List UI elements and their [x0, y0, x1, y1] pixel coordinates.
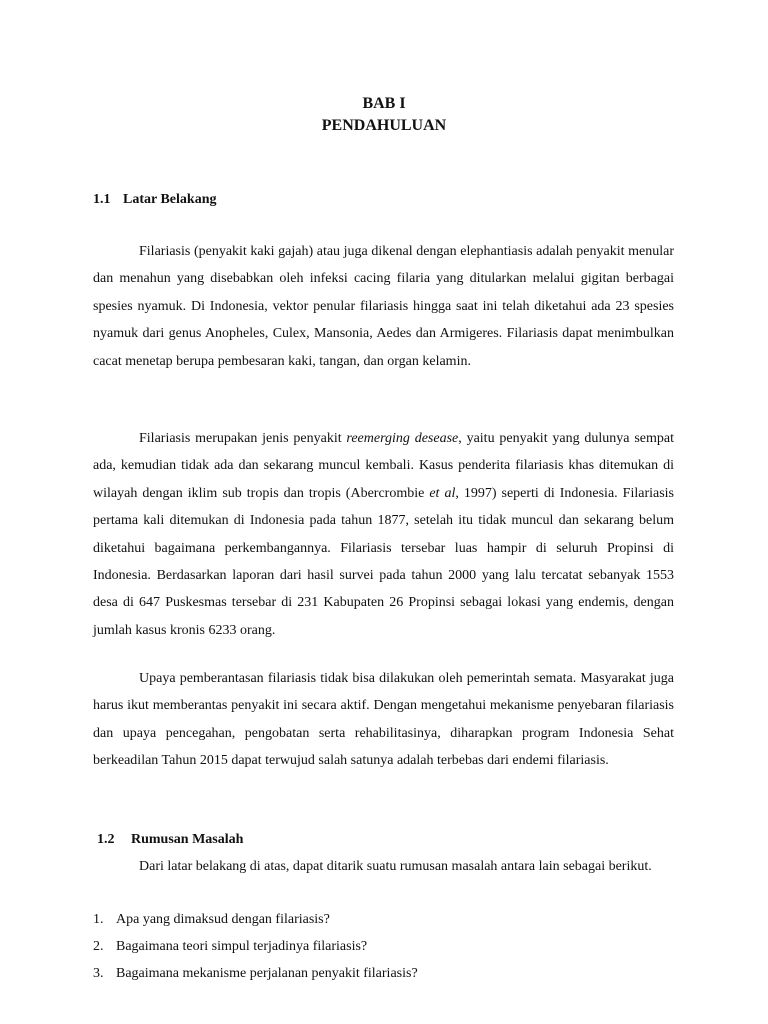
problem-list: [93, 906, 674, 987]
paragraph-2: [93, 425, 674, 644]
section-heading-latar-belakang: [93, 190, 216, 210]
list-item: [93, 933, 674, 960]
list-item-text: Bagaimana teori simpul terjadinya filariasis?: [116, 939, 368, 954]
list-item-text: Apa yang dimaksud dengan filariasis?: [116, 912, 330, 927]
section-number: 1.1: [93, 192, 111, 207]
list-item: [93, 906, 674, 933]
paragraph-2-text-a: Filariasis merupakan jenis penyakit: [139, 431, 347, 446]
section-number: 1.2: [97, 832, 115, 847]
section-title: Rumusan Masalah: [131, 832, 244, 847]
chapter-title: PENDAHULUAN: [321, 117, 447, 134]
paragraph-2-italic-term: reemerging desease: [346, 431, 459, 446]
list-marker: 2.: [93, 939, 104, 954]
list-item-text: Bagaimana mekanisme perjalanan penyakit filariasis?: [116, 966, 418, 981]
paragraph-2-text-b: , yaitu penyakit yang dulunya sempat ada, kemudian tidak ada dan sekarang muncul kembali. Kasus penderita filariasis khas ditemukan di wilayah dengan iklim sub tropis dan tropis (Abercrombie: [93, 431, 674, 501]
section-heading-rumusan-masalah: [97, 830, 243, 850]
paragraph-rumusan-intro: Dari latar belakang di atas, dapat ditarik suatu rumusan masalah antara lain sebagai berikut.: [139, 859, 652, 874]
section-title: Latar Belakang: [123, 192, 217, 207]
list-item: [93, 960, 674, 987]
list-marker: 1.: [93, 912, 104, 927]
list-marker: 3.: [93, 966, 104, 981]
paragraph-2-text-c: , 1997) seperti di Indonesia. Filariasis pertama kali ditemukan di Indonesia pada tahun 1877, setelah itu tidak muncul dan sekarang belum diketahui bagaimana perkembangannya. Filariasis tersebar luas hampir di seluruh Propinsi di Indonesia. Berdasarkan laporan dari hasil survei pada tahun 2000 yang lalu tercatat sebanyak 1553 desa di 647 Puskesmas tersebar di 231 Kabupaten 26 Propinsi sebagai lokasi yang endemis, dengan jumlah kasus kronis 6233 orang.: [93, 485, 674, 638]
paragraph-2-italic-citation: et al: [429, 485, 456, 501]
paragraph-3: Upaya pemberantasan filariasis tidak bisa dilakukan oleh pemerintah semata. Masyarakat juga harus ikut memberantas penyakit ini secara aktif. Dengan mengetahui mekanisme penyebaran filariasis dan upaya pencegahan, pengobatan serta rehabilitasinya, diharapkan program Indonesia Sehat berkeadilan Tahun 2015 dapat terwujud salah satunya adalah terbebas dari endemi filariasis.: [93, 671, 674, 769]
chapter-number: BAB I: [362, 95, 406, 112]
paragraph-1: Filariasis (penyakit kaki gajah) atau juga dikenal dengan elephantiasis adalah penyakit menular dan menahun yang disebabkan oleh infeksi cacing filaria yang ditularkan melalui gigitan berbagai spesies nyamuk. Di Indonesia, vektor penular filariasis hingga saat ini telah diketahui ada 23 spesies nyamuk dari genus Anopheles, Culex, Mansonia, Aedes dan Armigeres. Filariasis dapat menimbulkan cacat menetap berupa pembesaran kaki, tangan, dan organ kelamin.: [93, 244, 674, 369]
